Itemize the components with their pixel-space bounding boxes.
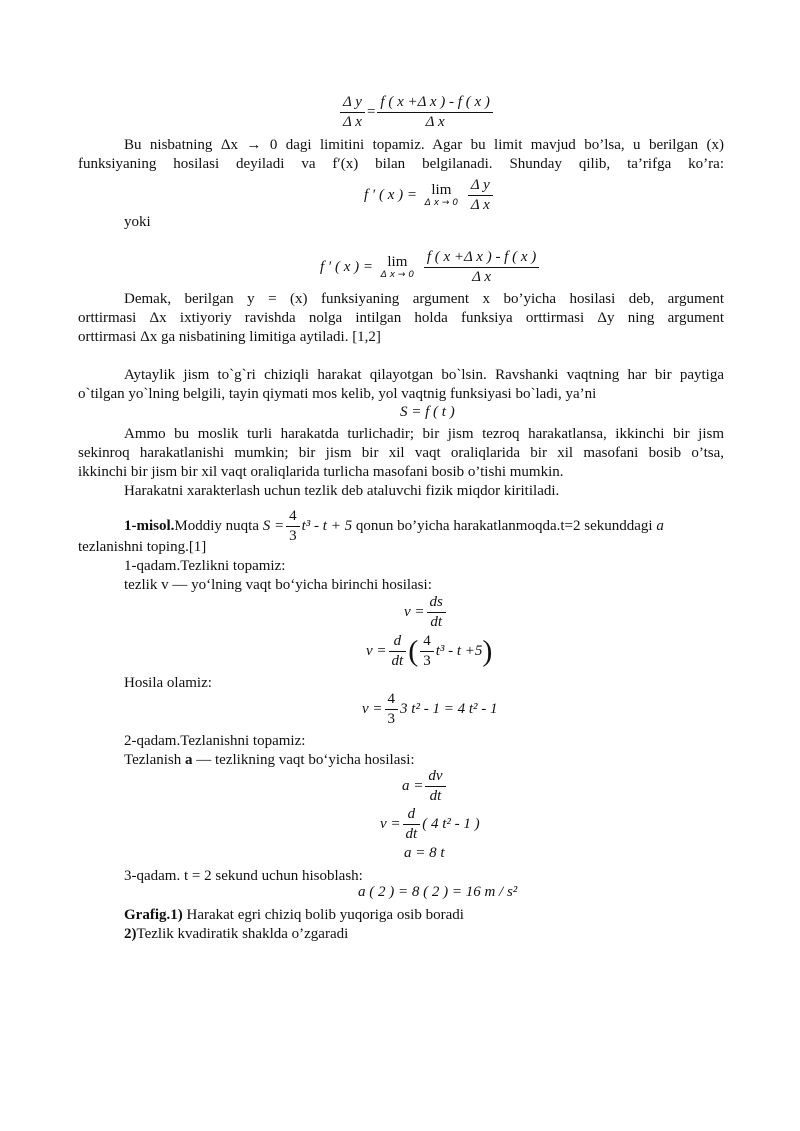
step-2-desc-a: Tezlanish [124,752,186,768]
v-expand-inner-den: 3 [423,653,431,669]
example-s-rest: t³ - t + 5 [301,517,353,534]
s-definition-formula: S = f ( t ) [400,404,455,420]
example-var: a [656,517,664,534]
step-1-description: tezlik v — yoʻlning vaqt boʻyicha birinchi hosilasi: [124,577,432,593]
step-2-desc-c: — tezlikning vaqt boʻyicha hosilasi: [192,752,415,768]
ratio-formula: $\frac{\text{Δ y}}{\text{Δ x}}$ = $\frac{\text{f ( x +Δ x ) - f ( x )}}{\text{Δ x}}$ [338,93,495,132]
a-def-num: dv [425,767,445,787]
v-result-formula [362,690,497,729]
deriv2-lim: lim [387,254,408,270]
example-s-lhs: S = [262,517,285,534]
example-text-2: qonun bo’yicha harakatlanmoqda.t=2 sekunddagi [355,517,653,534]
deriv2-num: f ( x +Δ x ) - f ( x ) [424,248,539,268]
a-value-formula: a ( 2 ) = 8 ( 2 ) = 16 m / s² [358,884,518,900]
v-expand-inner-num: 4 [420,632,434,652]
step-2-heading: 2-qadam.Tezlanishni topamiz: [124,733,306,749]
deriv1-lim: lim [431,182,452,198]
v-def-num: ds [427,593,446,613]
deriv1-den: Δ x [470,197,490,213]
example-s-den: 3 [289,528,297,544]
paragraph-3-line-1: Aytaylik jism to`g`ri chiziqli harakat qilayotgan bo`lsin. Ravshanki vaqtning har bir paytiga [124,367,724,383]
a-expand-rest: ( 4 t² - 1 ) [422,815,480,832]
paragraph-5: Harakatni xarakterlash uchun tezlik deb ataluvchi fizik miqdor kiritiladi. [124,483,560,499]
a-expand-num: d [403,805,421,825]
v-result-num: 4 [385,690,399,710]
deriv2-den: Δ x [472,269,492,285]
ratio-rhs-num: f ( x +Δ x ) - f ( x ) [377,93,492,113]
a-definition-formula [402,767,448,806]
v-expand-formula: v = $\frac{d}{dt}$ ( $\frac{4}{3}$ t³ - t +5) [366,633,493,669]
graph-note-1-label: Grafig.1) [124,907,183,923]
graph-note-1-text: Harakat egri chiziq bolib yuqoriga osib boradi [182,907,464,923]
paragraph-2-line-3: orttirmasi Δx ga nisbatining limitiga aytiladi. [1,2] [78,329,381,345]
v-expand-num: d [389,632,407,652]
v-result-lhs: v = [362,700,383,717]
v-expand-lhs: v = [366,642,387,659]
paragraph-4-line-3: ikkinchi bir jism bir xil vaqt oraliqlarida turlicha masofani bosib o’tishi mumkin. [78,464,564,480]
v-result-den: 3 [387,711,396,727]
step-2-desc-b: a [185,752,193,768]
ratio-rhs-den: Δ x [425,114,445,130]
ratio-lhs-num: Δ y [340,93,365,113]
graph-note-2 [124,925,724,944]
v-expand-den: dt [391,653,404,669]
step-1-heading: 1-qadam.Tezlikni topamiz: [124,558,286,574]
a-expand-lhs: v = [380,815,401,832]
graph-note-2-text: Tezlik kvadiratik shaklda o’zgaradi [136,926,349,942]
paragraph-1-line-2: funksiyaning hosilasi deyiladi va f′(x) bilan belgilanadi. Shunday qilib, ta’rifga ko’ra: [78,156,724,172]
paragraph-2-line-2: orttirmasi Δx ixtiyoriy ravishda nolga intilgan holda funksiya orttirmasi Δy ning argument [78,310,724,326]
a-result-formula: a = 8 t [404,845,445,861]
deriv1-num: Δ y [468,176,493,196]
ratio-lhs-den: Δ x [343,114,362,130]
deriv1-lhs: f ′ ( x ) = [364,186,417,203]
example-s-num: 4 [286,507,300,527]
v-def-lhs: v = [404,603,425,620]
hosila-text: Hosila olamiz: [124,675,212,691]
derivative-formula-2 [320,248,541,287]
derivative-formula-1 [364,176,495,215]
v-def-den: dt [430,614,443,630]
example-text-1: Moddiy nuqta [174,517,260,534]
paragraph-3-line-2: o`tilgan yo`lning belgili, tayin qiymati mos kelib, yol vaqtnig funksiyasi bo`ladi, ya’ni [78,386,597,402]
v-definition-formula [404,593,448,632]
paragraph-4-line-2: sekinroq harakatlanishi mumkin; bir jism bir xil vaqt oraliqlarida bir xil masofani bosib o’tsa, [78,445,724,461]
graph-note-2-label: 2) [124,926,137,942]
deriv2-lhs: f ′ ( x ) = [320,258,373,275]
a-def-den: dt [429,788,442,804]
a-expand-formula [380,805,480,844]
v-result-rest: 3 t² - 1 = 4 t² - 1 [400,700,498,717]
paragraph-2-line-1: Demak, berilgan y = (x) funksiyaning argument x bo’yicha hosilasi deb, argument [124,291,724,307]
paragraph-1-line-1: Bu nisbatning Δx → 0 dagi limitini topamiz. Agar bu limit mavjud bo’lsa, u berilgan (x) [124,137,724,153]
a-def-lhs: a = [402,777,424,794]
paragraph-4-line-1: Ammo bu moslik turli harakatda turlichadir; bir jism tezroq harakatlansa, ikkinchi bir jism [124,426,724,442]
step-3-heading: 3-qadam. t = 2 sekund uchun hisoblash: [124,868,363,884]
yoki-text: yoki [124,214,151,230]
graph-note-1 [124,906,724,925]
v-expand-inner-rest: t³ - t +5 [435,642,483,659]
example-line-2: tezlanishni toping.[1] [78,539,207,555]
example-s-formula [262,508,353,544]
deriv1-lim-sub: Δ x → 0 [424,198,459,208]
example-label: 1-misol. [124,517,175,534]
a-expand-den: dt [405,826,418,842]
deriv2-lim-sub: Δ x → 0 [380,270,415,280]
